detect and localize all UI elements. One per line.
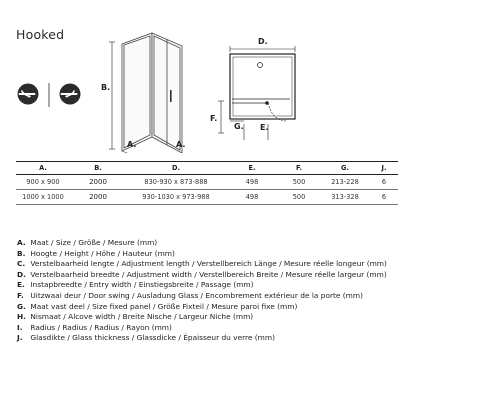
door-swing-right-icon — [60, 84, 81, 105]
cell-size: 1000 x 1000 — [16, 190, 70, 205]
cell-door-swing: 500 — [278, 190, 320, 205]
cell-adjust-width: 930-1030 x 973-988 — [126, 190, 226, 205]
label-a-right: A. — [176, 140, 186, 149]
col-header-e: E. — [226, 162, 278, 175]
col-header-f: F. — [278, 162, 320, 175]
legend-item: C. Verstelbaarheid lengte / Adjustment length / Verstellbereich Länge / Mesure réelle longeur (mm) — [17, 259, 387, 269]
legend-item: B. Hoogte / Height / Höhe / Hauteur (mm) — [17, 248, 175, 258]
door-swing-left-icon — [18, 84, 39, 105]
cell-fixed-panel: 213-228 — [320, 175, 370, 190]
door-handle — [170, 90, 172, 102]
legend-item: J. Glasdikte / Glass thickness / Glassdicke / Épaisseur du verre (mm) — [17, 333, 275, 343]
cell-adjust-width: 830-930 x 873-888 — [126, 175, 226, 190]
legend-item: H. Nismaat / Alcove width / Breite Nische / Largeur Niche (mm) — [17, 312, 254, 322]
spec-table — [16, 161, 398, 205]
table-row — [16, 190, 398, 205]
legend-item: G. Maat vast deel / Size fixed panel / Größe Fixteil / Mesure paroi fixe (mm) — [17, 301, 298, 311]
legend-item: E. Instapbreedte / Entry width / Einstiegsbreite / Passage (mm) — [17, 280, 254, 290]
label-g: G. — [234, 122, 244, 131]
cell-door-swing: 500 — [278, 175, 320, 190]
legend-item: F. Uitzwaai deur / Door swing / Ausladung Glass / Encombrement extérieur de la porte (mm) — [17, 290, 363, 300]
legend-item: A. Maat / Size / Größe / Mesure (mm) — [17, 238, 158, 247]
cell-entry-width: 498 — [226, 175, 278, 190]
shower-plan-view — [210, 28, 320, 153]
col-header-a: A. — [16, 162, 70, 175]
col-header-d: D. — [126, 162, 226, 175]
table-row — [16, 175, 398, 190]
cell-height: 2000 — [70, 175, 126, 190]
legend-item: D. Verstelbaarheid breedte / Adjustment width / Verstellbereich Breite / Mesure réelle largeur (mm) — [17, 269, 387, 279]
col-header-j: J. — [370, 162, 398, 175]
label-e: E. — [260, 123, 269, 132]
legend-item: I. Radius / Radius / Radius / Rayon (mm) — [17, 322, 172, 332]
door-swing-icons — [15, 82, 85, 108]
cell-glass-thickness: 6 — [370, 190, 398, 205]
legend — [17, 238, 387, 344]
cell-height: 2000 — [70, 190, 126, 205]
cell-fixed-panel: 313-328 — [320, 190, 370, 205]
table-header-row — [16, 162, 398, 175]
col-header-g: G. — [320, 162, 370, 175]
cell-glass-thickness: 6 — [370, 175, 398, 190]
cell-size: 900 x 900 — [16, 175, 70, 190]
drain-icon — [258, 63, 263, 68]
page-title: Hooked — [16, 27, 65, 42]
label-a-left: A. — [127, 140, 137, 149]
label-b: B. — [101, 83, 111, 92]
cell-entry-width: 498 — [226, 190, 278, 205]
label-d: D. — [258, 37, 268, 46]
col-header-b: B. — [70, 162, 126, 175]
label-f: F. — [210, 114, 218, 123]
